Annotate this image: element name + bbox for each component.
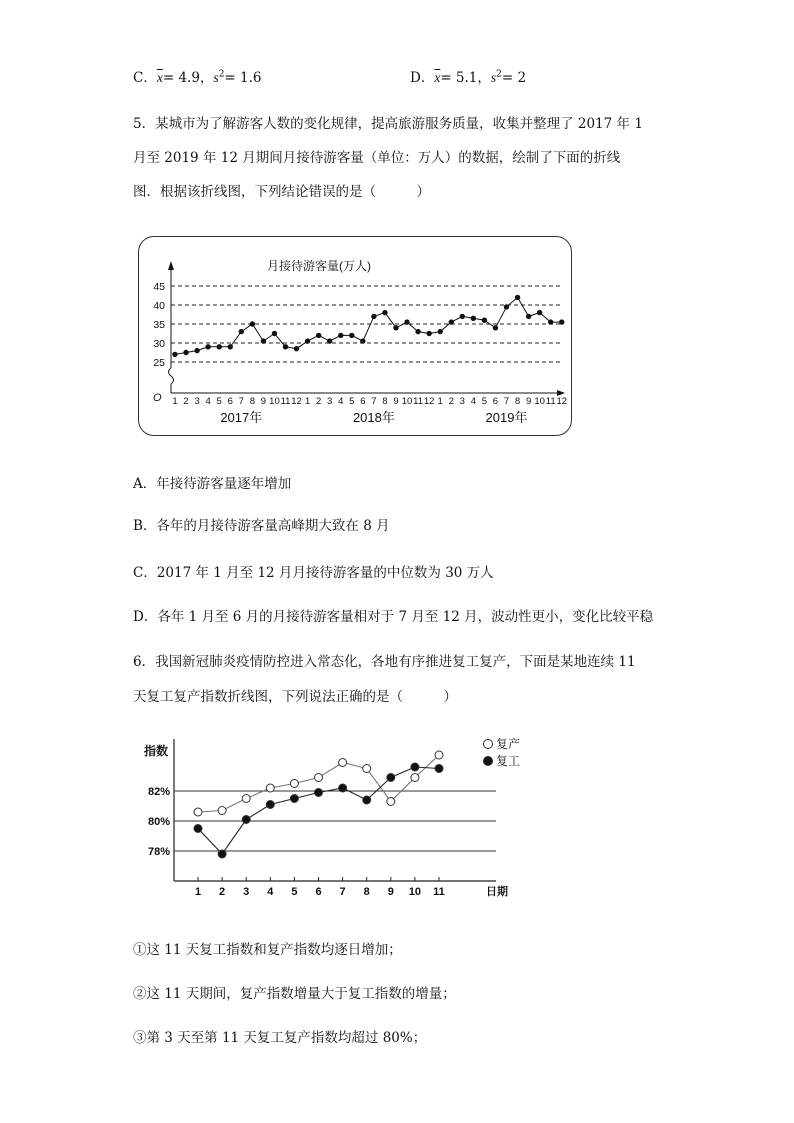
- x-tick-label: 7: [238, 396, 244, 407]
- year-label: 2018年: [352, 410, 395, 425]
- data-point: [449, 319, 454, 324]
- data-point: [261, 338, 266, 343]
- x-tick-label: 8: [382, 396, 388, 407]
- q5-option-a[interactable]: A．年接待游客量逐年增加: [133, 476, 292, 492]
- x-tick-label: 6: [227, 396, 233, 407]
- q6-statement-3: ③第 3 天至第 11 天复工复产指数均超过 80%；: [133, 1030, 427, 1046]
- x-tick-label: 5: [216, 396, 222, 407]
- fuchan-point: [266, 784, 274, 792]
- x-tick-label: 8: [249, 396, 255, 407]
- y-axis-label: 指数: [144, 744, 169, 758]
- y-tick-label: 45: [153, 281, 165, 293]
- y-tick-label: 25: [153, 357, 165, 369]
- x-tick-label: 4: [267, 886, 274, 898]
- fuchan-point: [435, 751, 443, 759]
- x-tick-label: 9: [260, 396, 267, 407]
- data-point: [272, 331, 277, 336]
- x-tick-label: 3: [459, 396, 465, 407]
- q6-statement-2: ②这 11 天期间，复产指数增量大于复工指数的增量；: [133, 986, 456, 1002]
- x-tick-label: 6: [360, 396, 366, 407]
- data-point: [559, 319, 564, 324]
- y-axis-arrow: [168, 261, 174, 270]
- data-point: [460, 314, 465, 319]
- year-label: 2019年: [485, 410, 528, 425]
- data-point: [183, 350, 188, 355]
- fugong-point: [387, 774, 395, 782]
- y-tick-label: 30: [153, 338, 165, 350]
- q5-chart-frame: [138, 236, 572, 436]
- data-point: [250, 321, 255, 326]
- axis-break-mark: [169, 368, 174, 384]
- q5-option-b[interactable]: B．各年的月接待游客量高峰期大致在 8 月: [133, 518, 390, 534]
- x-tick-label: 1: [172, 396, 178, 407]
- data-point: [438, 329, 443, 334]
- q5-stem-line-2: 月至 2019 年 12 月期间月接待游客量（单位：万人）的数据，绘制了下面的折线: [133, 150, 621, 166]
- q5-stem-line-3: 图．根据该折线图，下列结论错误的是（ ）: [133, 184, 430, 200]
- data-point: [493, 325, 498, 330]
- data-point: [305, 338, 310, 343]
- y-tick-label: 82%: [148, 786, 171, 798]
- chart-title: 月接待游客量(万人): [267, 259, 371, 273]
- x-tick-label: 3: [194, 396, 200, 407]
- x-tick-label: 10: [534, 396, 545, 407]
- y-tick-label: 78%: [148, 846, 171, 858]
- x-tick-label: 7: [371, 396, 377, 407]
- data-point: [415, 329, 420, 334]
- x-tick-label: 12: [291, 396, 302, 407]
- fuchan-point: [194, 808, 202, 816]
- y-tick-label: 80%: [148, 816, 171, 828]
- fugong-point: [315, 789, 323, 797]
- data-point: [239, 329, 244, 334]
- x-tick-label: 12: [423, 396, 435, 407]
- data-point: [404, 319, 409, 324]
- fugong-point: [242, 816, 250, 824]
- legend-label: 复工: [496, 754, 521, 768]
- x-tick-label: 5: [481, 396, 488, 407]
- y-tick-label: 40: [153, 300, 165, 312]
- x-tick-label: 2: [219, 886, 226, 898]
- data-point: [471, 316, 476, 321]
- fugong-point: [339, 784, 347, 792]
- x-tick-label: 7: [339, 886, 346, 898]
- fugong-point: [411, 763, 419, 771]
- x-tick-label: 8: [514, 396, 521, 407]
- prev-option-d: D．$\overline{x}= 5.1$，$s^2= 2$: [410, 69, 527, 86]
- x-tick-label: 5: [291, 886, 298, 898]
- fugong-point: [218, 850, 226, 858]
- fugong-point: [435, 765, 443, 773]
- x-tick-label: 11: [413, 396, 424, 407]
- x-tick-label: 4: [338, 396, 344, 407]
- data-point: [526, 314, 531, 319]
- data-point: [172, 352, 177, 357]
- data-point: [217, 344, 222, 349]
- x-tick-label: 10: [269, 396, 280, 407]
- data-point: [205, 344, 210, 349]
- x-tick-label: 12: [556, 396, 568, 407]
- fuchan-series-line: [198, 755, 439, 812]
- data-point: [482, 318, 487, 323]
- fuchan-point: [218, 807, 226, 815]
- data-point: [426, 331, 431, 336]
- year-label: 2017年: [220, 410, 263, 425]
- x-tick-label: 9: [393, 396, 399, 407]
- fuchan-point: [242, 795, 250, 803]
- data-point: [382, 310, 387, 315]
- x-tick-label: 11: [433, 886, 445, 898]
- x-tick-label: 6: [315, 886, 322, 898]
- x-tick-label: 2: [448, 396, 454, 407]
- legend-marker: [484, 740, 493, 749]
- fuchan-point: [411, 774, 419, 782]
- y-tick-label: 35: [153, 319, 165, 331]
- x-tick-label: 10: [401, 396, 413, 407]
- series-line: [175, 297, 562, 354]
- data-point: [537, 310, 542, 315]
- x-tick-label: 3: [243, 886, 250, 898]
- data-point: [371, 314, 376, 319]
- data-point: [338, 333, 343, 338]
- data-point: [515, 295, 520, 300]
- fuchan-point: [339, 759, 347, 767]
- x-tick-label: 5: [349, 396, 355, 407]
- q6-stem-line-1: 6．我国新冠肺炎疫情防控进入常态化，各地有序推进复工复产，下面是某地连续 11: [133, 654, 636, 670]
- fuchan-point: [387, 798, 395, 806]
- x-tick-label: 4: [205, 396, 211, 407]
- q6-stem-line-2: 天复工复产指数折线图，下列说法正确的是（ ）: [133, 689, 457, 705]
- data-point: [327, 338, 332, 343]
- x-tick-label: 7: [503, 396, 510, 407]
- data-point: [194, 348, 199, 353]
- x-tick-label: 1: [194, 886, 202, 898]
- data-point: [294, 346, 299, 351]
- origin-label: O: [153, 392, 162, 404]
- q5-option-d[interactable]: D．各年 1 月至 6 月的月接待游客量相对于 7 月至 12 月，波动性更小，变化比较平稳: [133, 609, 654, 625]
- q6-line-chart: [140, 727, 560, 912]
- fugong-point: [290, 795, 298, 803]
- fuchan-point: [363, 765, 371, 773]
- x-tick-label: 1: [304, 396, 311, 407]
- x-axis-label: 日期: [486, 886, 508, 898]
- q5-line-chart: [139, 237, 573, 437]
- x-tick-label: 2: [183, 396, 189, 407]
- q5-stem-line-1: 5．某城市为了解游客人数的变化规律，提高旅游服务质量，收集并整理了 2017 年 1: [133, 116, 643, 132]
- fugong-point: [194, 825, 202, 833]
- fugong-point: [363, 796, 371, 804]
- data-point: [548, 319, 553, 324]
- fuchan-point: [315, 774, 323, 782]
- data-point: [504, 304, 509, 309]
- x-tick-label: 4: [470, 396, 476, 407]
- data-point: [360, 338, 365, 343]
- x-tick-label: 3: [327, 396, 333, 407]
- data-point: [316, 333, 321, 338]
- legend-marker: [484, 757, 493, 766]
- data-point: [283, 344, 288, 349]
- legend-label: 复产: [496, 737, 521, 751]
- fugong-point: [266, 801, 274, 809]
- fuchan-point: [290, 780, 298, 788]
- x-tick-label: 9: [387, 886, 394, 898]
- x-tick-label: 2: [316, 396, 322, 407]
- data-point: [228, 344, 233, 349]
- x-tick-label: 6: [492, 396, 499, 407]
- data-point: [393, 325, 398, 330]
- prev-option-c: C．$\overline{x}= 4.9$，$s^2= 1.6$: [133, 69, 262, 86]
- q5-option-c[interactable]: C．2017 年 1 月至 12 月月接待游客量的中位数为 30 万人: [133, 565, 494, 581]
- q6-statement-1: ①这 11 天复工指数和复产指数均逐日增加；: [133, 942, 402, 958]
- data-point: [349, 333, 354, 338]
- x-tick-label: 11: [545, 396, 556, 407]
- x-tick-label: 9: [525, 396, 532, 407]
- x-tick-label: 10: [408, 886, 422, 898]
- x-tick-label: 1: [437, 396, 443, 407]
- x-tick-label: 8: [363, 886, 370, 898]
- x-tick-label: 11: [280, 396, 291, 407]
